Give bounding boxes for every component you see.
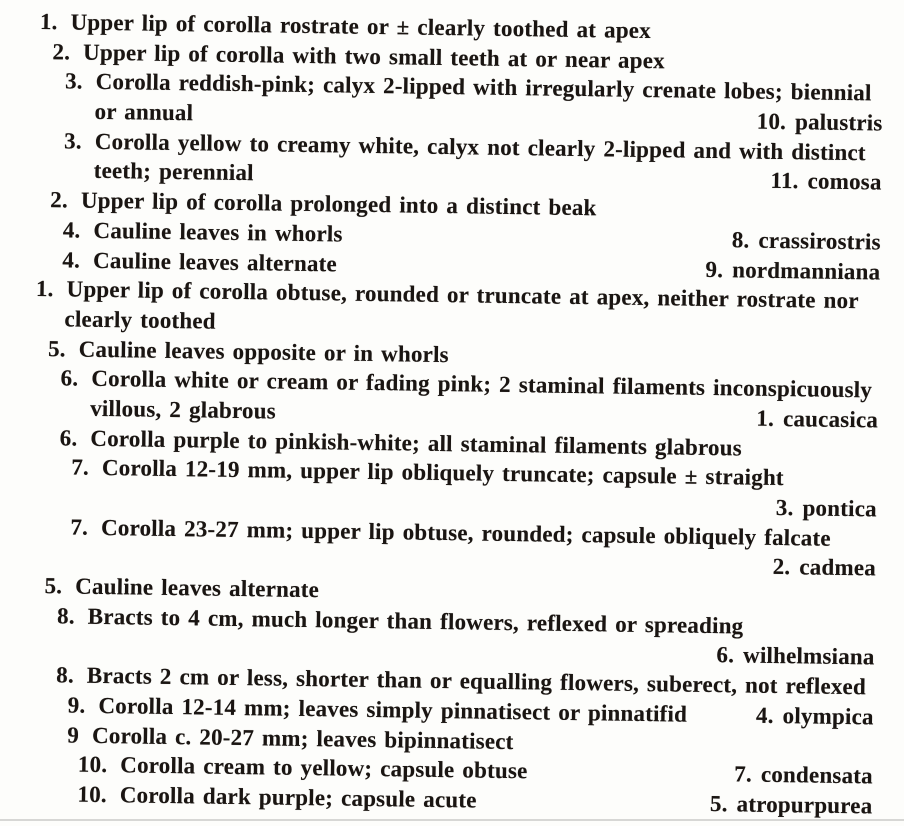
species-name: condensata bbox=[760, 761, 874, 789]
lead-text: Upper lip of corolla rostrate or ± clearly toothed at apex bbox=[70, 9, 652, 44]
species-entry bbox=[705, 254, 880, 286]
lead-text: Cauline leaves in whorls bbox=[93, 217, 343, 247]
couplet-number: 9 bbox=[67, 721, 80, 748]
couplet-number: 2. bbox=[50, 187, 69, 213]
lead-text: Bracts to 4 cm, much longer than flowers, reflexed or spreading bbox=[87, 603, 744, 639]
species-number: 7. bbox=[734, 761, 753, 787]
lead-text: Corolla c. 20-27 mm; leaves bipinnatisect bbox=[91, 722, 514, 754]
couplet-number: 6. bbox=[59, 424, 78, 451]
taxonomic-key-page bbox=[0, 6, 904, 821]
species-name: nordmanniana bbox=[732, 256, 881, 284]
species-entry bbox=[757, 107, 883, 139]
lead-text: Corolla white or cream or fading pink; 2 staminal filaments inconspicuously bbox=[91, 366, 873, 403]
species-name: cadmea bbox=[799, 554, 877, 581]
couplet-number: 5. bbox=[44, 573, 63, 599]
species-entry bbox=[756, 701, 874, 732]
species-name: palustris bbox=[794, 109, 883, 136]
species-name: caucasica bbox=[782, 406, 879, 433]
species-entry bbox=[756, 404, 878, 436]
species-number: 11. bbox=[770, 168, 799, 194]
species-number: 10. bbox=[756, 108, 787, 135]
species-entry bbox=[776, 493, 877, 524]
couplet-number: 6. bbox=[60, 365, 79, 391]
lead-text: Bracts 2 cm or less, shorter than or equalling flowers, suberect, not reflexed bbox=[86, 662, 867, 700]
species-name: pontica bbox=[802, 495, 877, 522]
lead-text: Upper lip of corolla prolonged into a distinct beak bbox=[80, 187, 597, 221]
species-name: olympica bbox=[782, 702, 874, 730]
lead-text: Corolla reddish-pink; calyx 2-lipped with irregularly crenate lobes; biennial bbox=[95, 69, 872, 106]
couplet-number: 4. bbox=[62, 246, 81, 273]
species-entry bbox=[772, 552, 876, 583]
couplet-number: 7. bbox=[71, 454, 90, 481]
lead-text-continuation: villous, 2 glabrous bbox=[90, 395, 277, 424]
species-entry bbox=[732, 225, 881, 257]
lead-text-continuation: or annual bbox=[94, 98, 194, 126]
species-entry bbox=[716, 641, 875, 673]
lead-text: Cauline leaves alternate bbox=[92, 247, 338, 276]
lead-text: Corolla 12-14 mm; leaves simply pinnatisect or pinnatifid bbox=[98, 692, 688, 727]
lead-text: Corolla dark purple; capsule acute bbox=[119, 782, 477, 813]
lead-text: Upper lip of corolla with two small teeth at or near apex bbox=[82, 39, 666, 73]
species-number: 8. bbox=[731, 227, 750, 253]
lead-text: Corolla purple to pinkish-white; all staminal filaments glabrous bbox=[90, 425, 743, 461]
couplet-number: 3. bbox=[64, 68, 83, 95]
page-bottom-rule bbox=[0, 819, 904, 821]
lead-text: Cauline leaves opposite or in whorls bbox=[78, 336, 449, 367]
couplet-number: 7. bbox=[70, 514, 89, 540]
couplet-number: 9. bbox=[67, 692, 86, 718]
couplet-number: 10. bbox=[77, 781, 108, 807]
lead-text: Corolla 23-27 mm; upper lip obtuse, rounded; capsule obliquely falcate bbox=[100, 514, 831, 551]
couplet-number: 3. bbox=[63, 128, 83, 154]
species-number: 4. bbox=[755, 702, 774, 728]
species-number: 1. bbox=[756, 405, 775, 431]
couplet-number: 4. bbox=[62, 217, 81, 243]
species-entry bbox=[770, 166, 882, 197]
lead-text-continuation: teeth; perennial bbox=[93, 158, 254, 186]
lead-text-continuation: clearly toothed bbox=[64, 306, 216, 334]
couplet-number: 1. bbox=[39, 9, 58, 35]
lead-text: Cauline leaves alternate bbox=[75, 573, 320, 603]
species-name: comosa bbox=[807, 168, 882, 195]
species-number: 5. bbox=[709, 790, 728, 817]
species-name: crassirostris bbox=[758, 227, 881, 255]
species-entry bbox=[734, 760, 873, 792]
species-name: wilhelmsiana bbox=[742, 642, 875, 670]
couplet-number: 1. bbox=[35, 276, 54, 302]
couplet-number: 8. bbox=[56, 662, 75, 688]
lead-text: Corolla 12-19 mm, upper lip obliquely truncate; capsule ± straight bbox=[101, 455, 784, 491]
species-number: 2. bbox=[772, 554, 791, 580]
species-entry bbox=[710, 789, 873, 821]
species-name: atropurpurea bbox=[736, 791, 873, 819]
couplet-number: 10. bbox=[77, 751, 108, 778]
lead-text: Corolla yellow to creamy white, calyx not clearly 2-lipped and with distinct bbox=[94, 128, 866, 166]
lead-text: Corolla cream to yellow; capsule obtuse bbox=[120, 752, 528, 784]
species-number: 6. bbox=[716, 642, 735, 668]
species-number: 9. bbox=[705, 256, 724, 282]
couplet-number: 8. bbox=[56, 603, 75, 629]
couplet-number: 2. bbox=[52, 38, 71, 65]
species-number: 3. bbox=[775, 494, 794, 521]
couplet-number: 5. bbox=[47, 335, 66, 361]
lead-text: Upper lip of corolla obtuse, rounded or truncate at apex, neither rostrate nor bbox=[66, 276, 859, 314]
